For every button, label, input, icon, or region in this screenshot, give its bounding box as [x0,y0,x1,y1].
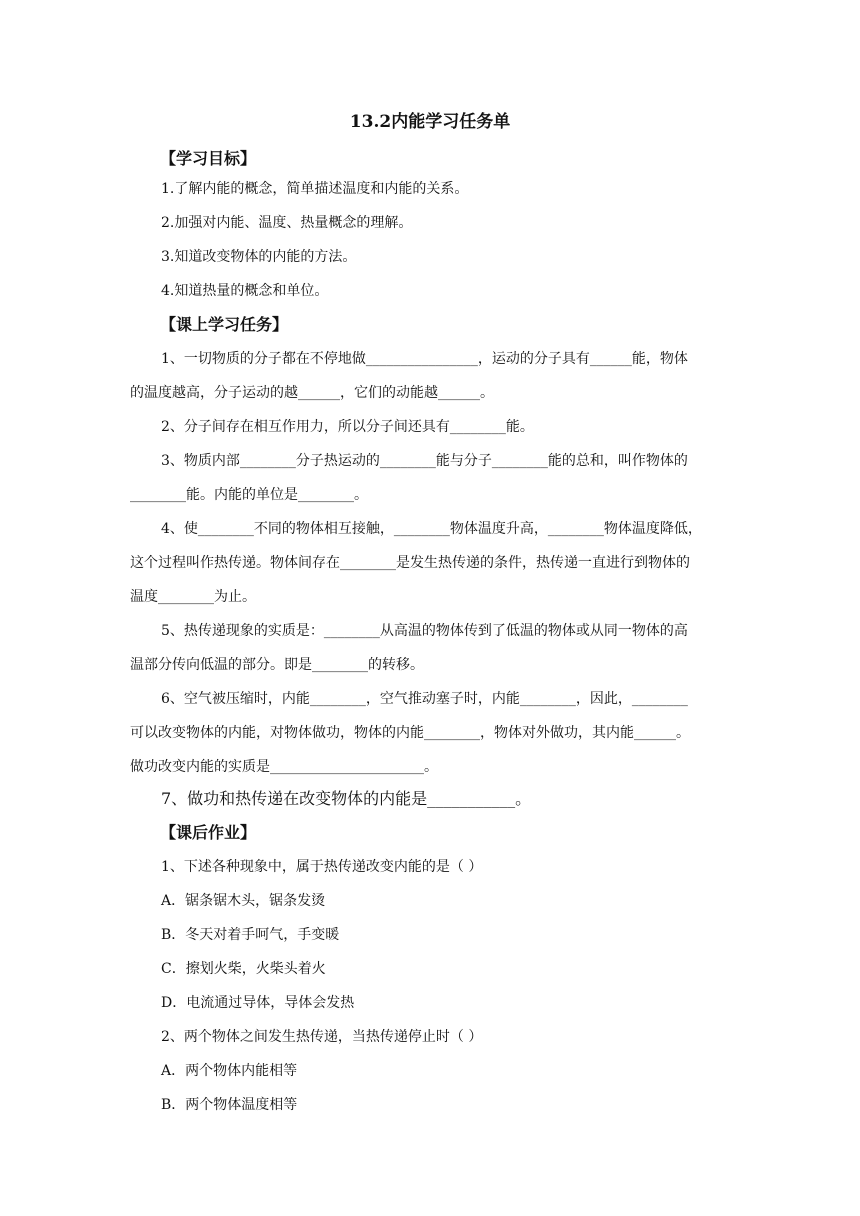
task-2-line-1: 2、分子间存在相互作用力，所以分子间还具有________能。 [161,419,534,435]
page-title: 13.2内能学习任务单 [349,112,511,132]
task-7-line-1: 7、做功和热传递在改变物体的内能是___________。 [161,789,532,808]
task-4-line-1: 4、使________不同的物体相互接触，________物体温度升高，________物体温度降低， [161,521,702,537]
tasks-heading: 【课上学习任务】 [160,315,289,334]
task-1-line-1: 1、一切物质的分子都在不停地做________________，运动的分子具有______能，物体 [161,351,688,367]
hw-q1-option-d: D．电流通过导体，导体会发热 [161,995,355,1011]
task-5-line-1: 5、热传递现象的实质是：________从高温的物体传到了低温的物体或从同一物体的高 [161,623,688,639]
task-4-line-2: 这个过程叫作热传递。物体间存在________是发生热传递的条件，热传递一直进行到物体的 [130,555,690,571]
homework-heading: 【课后作业】 [160,823,257,842]
task-3-line-1: 3、物质内部________分子热运动的________能与分子________能的总和，叫作物体的 [161,453,688,469]
hw-q2-option-b: B．两个物体温度相等 [161,1097,298,1113]
hw-q2-stem: 2、两个物体之间发生热传递，当热传递停止时（ ） [161,1029,483,1045]
task-1-line-2: 的温度越高，分子运动的越______，它们的动能越______。 [130,385,494,401]
goal-item-4: 4.知道热量的概念和单位。 [161,283,329,299]
hw-q1-option-a: A．锯条锯木头，锯条发烫 [161,893,326,909]
task-5-line-2: 温部分传向低温的部分。即是________的转移。 [130,657,424,673]
hw-q2-option-a: A．两个物体内能相等 [161,1063,298,1079]
task-6-line-1: 6、空气被压缩时，内能________，空气推动塞子时，内能________，因此，________ [161,691,688,707]
task-3-line-2: ________能。内能的单位是________。 [130,487,368,503]
task-6-line-3: 做功改变内能的实质是______________________。 [130,759,438,775]
goal-item-2: 2.加强对内能、温度、热量概念的理解。 [161,215,413,231]
goal-item-1: 1.了解内能的概念，简单描述温度和内能的关系。 [161,181,469,197]
goals-heading: 【学习目标】 [160,149,257,168]
hw-q1-option-b: B．冬天对着手呵气，手变暖 [161,927,340,943]
hw-q1-stem: 1、下述各种现象中，属于热传递改变内能的是（ ） [161,859,483,875]
task-4-line-3: 温度________为止。 [130,589,256,605]
hw-q1-option-c: C．擦划火柴，火柴头着火 [161,961,326,977]
task-6-line-2: 可以改变物体的内能，对物体做功，物体的内能________，物体对外做功，其内能______。 [130,725,690,741]
goal-item-3: 3.知道改变物体的内能的方法。 [161,249,357,265]
